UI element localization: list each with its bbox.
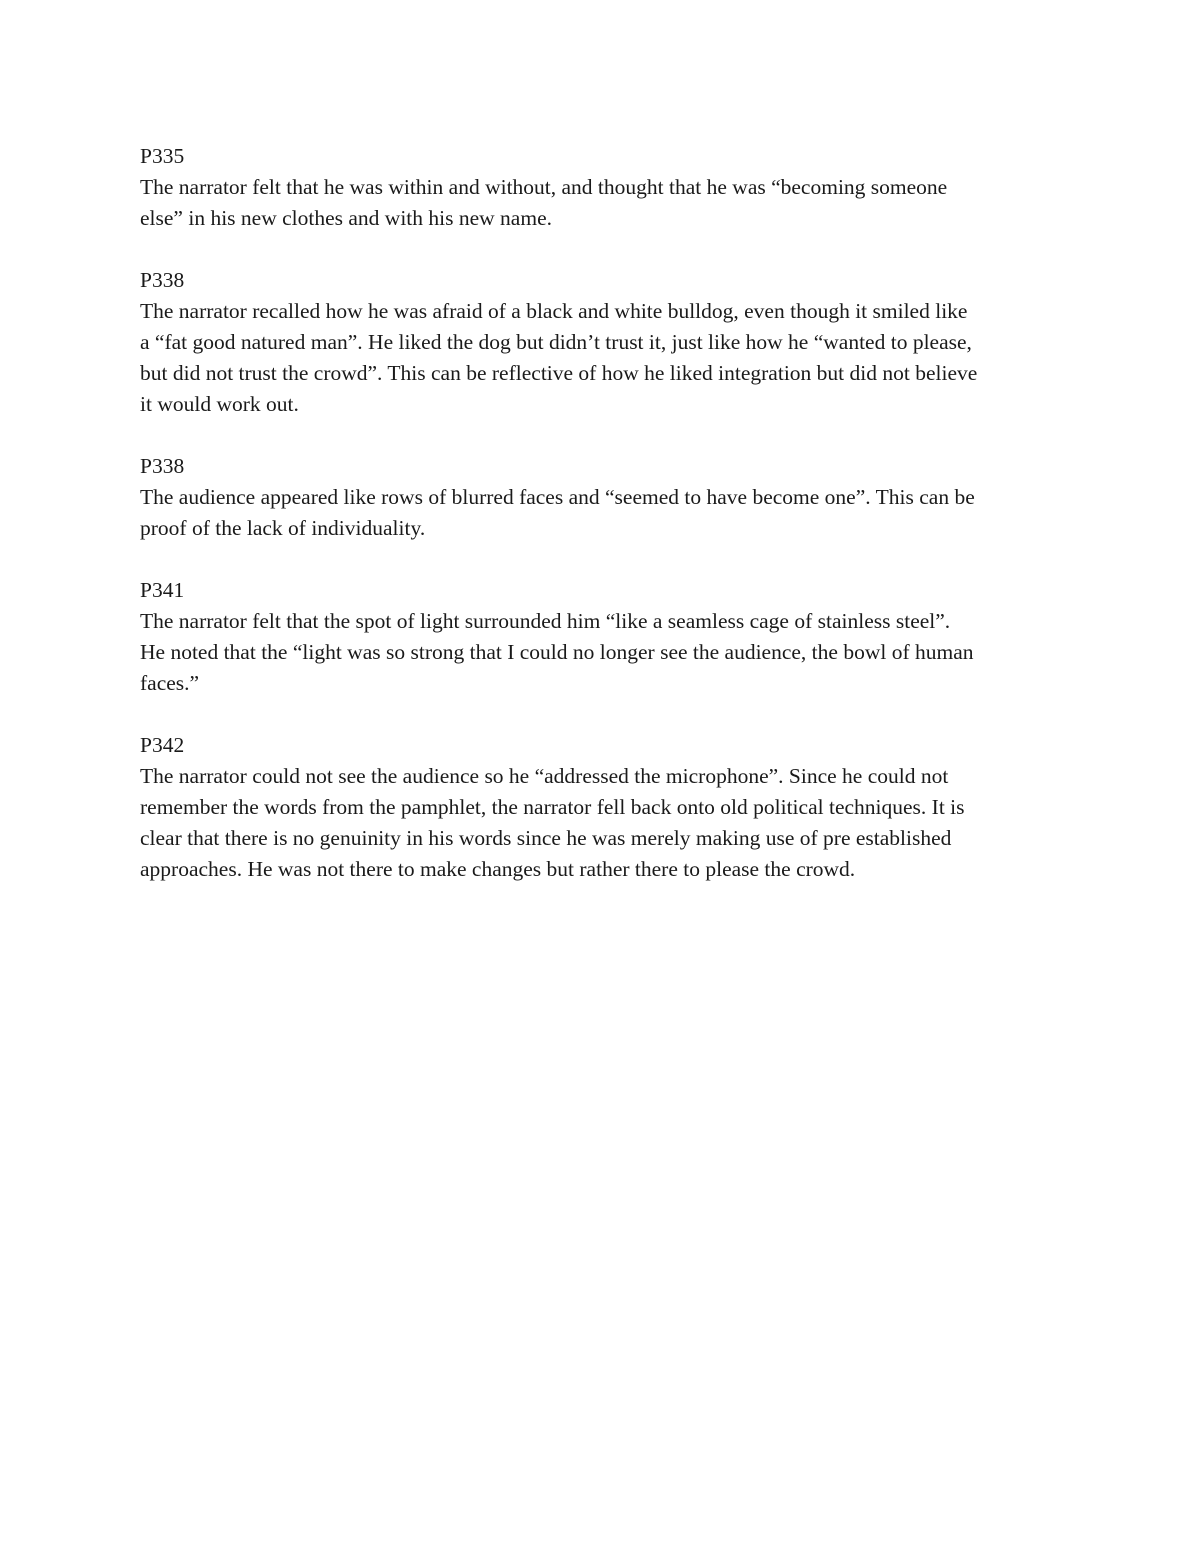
entry-p341 [140, 575, 1080, 699]
entry-text: The narrator felt that the spot of light surrounded him “like a seamless cage of stainless steel”. He noted that the “light was so strong that I could no longer see the audience, the bowl of human faces.” [140, 609, 974, 695]
document-body [140, 141, 1080, 916]
entry-heading: P338 [140, 268, 185, 292]
entry-text: The narrator could not see the audience so he “addressed the microphone”. Since he could not remember the words from the pamphlet, the narrator fell back onto old political techniques. It is clear that there is no genuinity in his words since he was merely making use of pre established approaches. He was not there to make changes but rather there to please the crowd. [140, 764, 965, 881]
entry-heading: P341 [140, 578, 185, 602]
entry-text: The narrator recalled how he was afraid of a black and white bulldog, even though it smiled like a “fat good natured man”. He liked the dog but didn’t trust it, just like how he “wanted to please, but did not trust the crowd”. This can be reflective of how he liked integration but did not believe it would work out. [140, 299, 978, 416]
entry-heading: P338 [140, 454, 185, 478]
entry-text: The audience appeared like rows of blurred faces and “seemed to have become one”. This can be proof of the lack of individuality. [140, 485, 975, 540]
entry-p335 [140, 141, 1080, 234]
entry-p338-audience [140, 451, 1080, 544]
entry-heading: P335 [140, 144, 185, 168]
entry-text: The narrator felt that he was within and without, and thought that he was “becoming someone else” in his new clothes and with his new name. [140, 175, 948, 230]
entry-p338-bulldog [140, 265, 1080, 420]
entry-heading: P342 [140, 733, 185, 757]
entry-p342 [140, 730, 1080, 885]
